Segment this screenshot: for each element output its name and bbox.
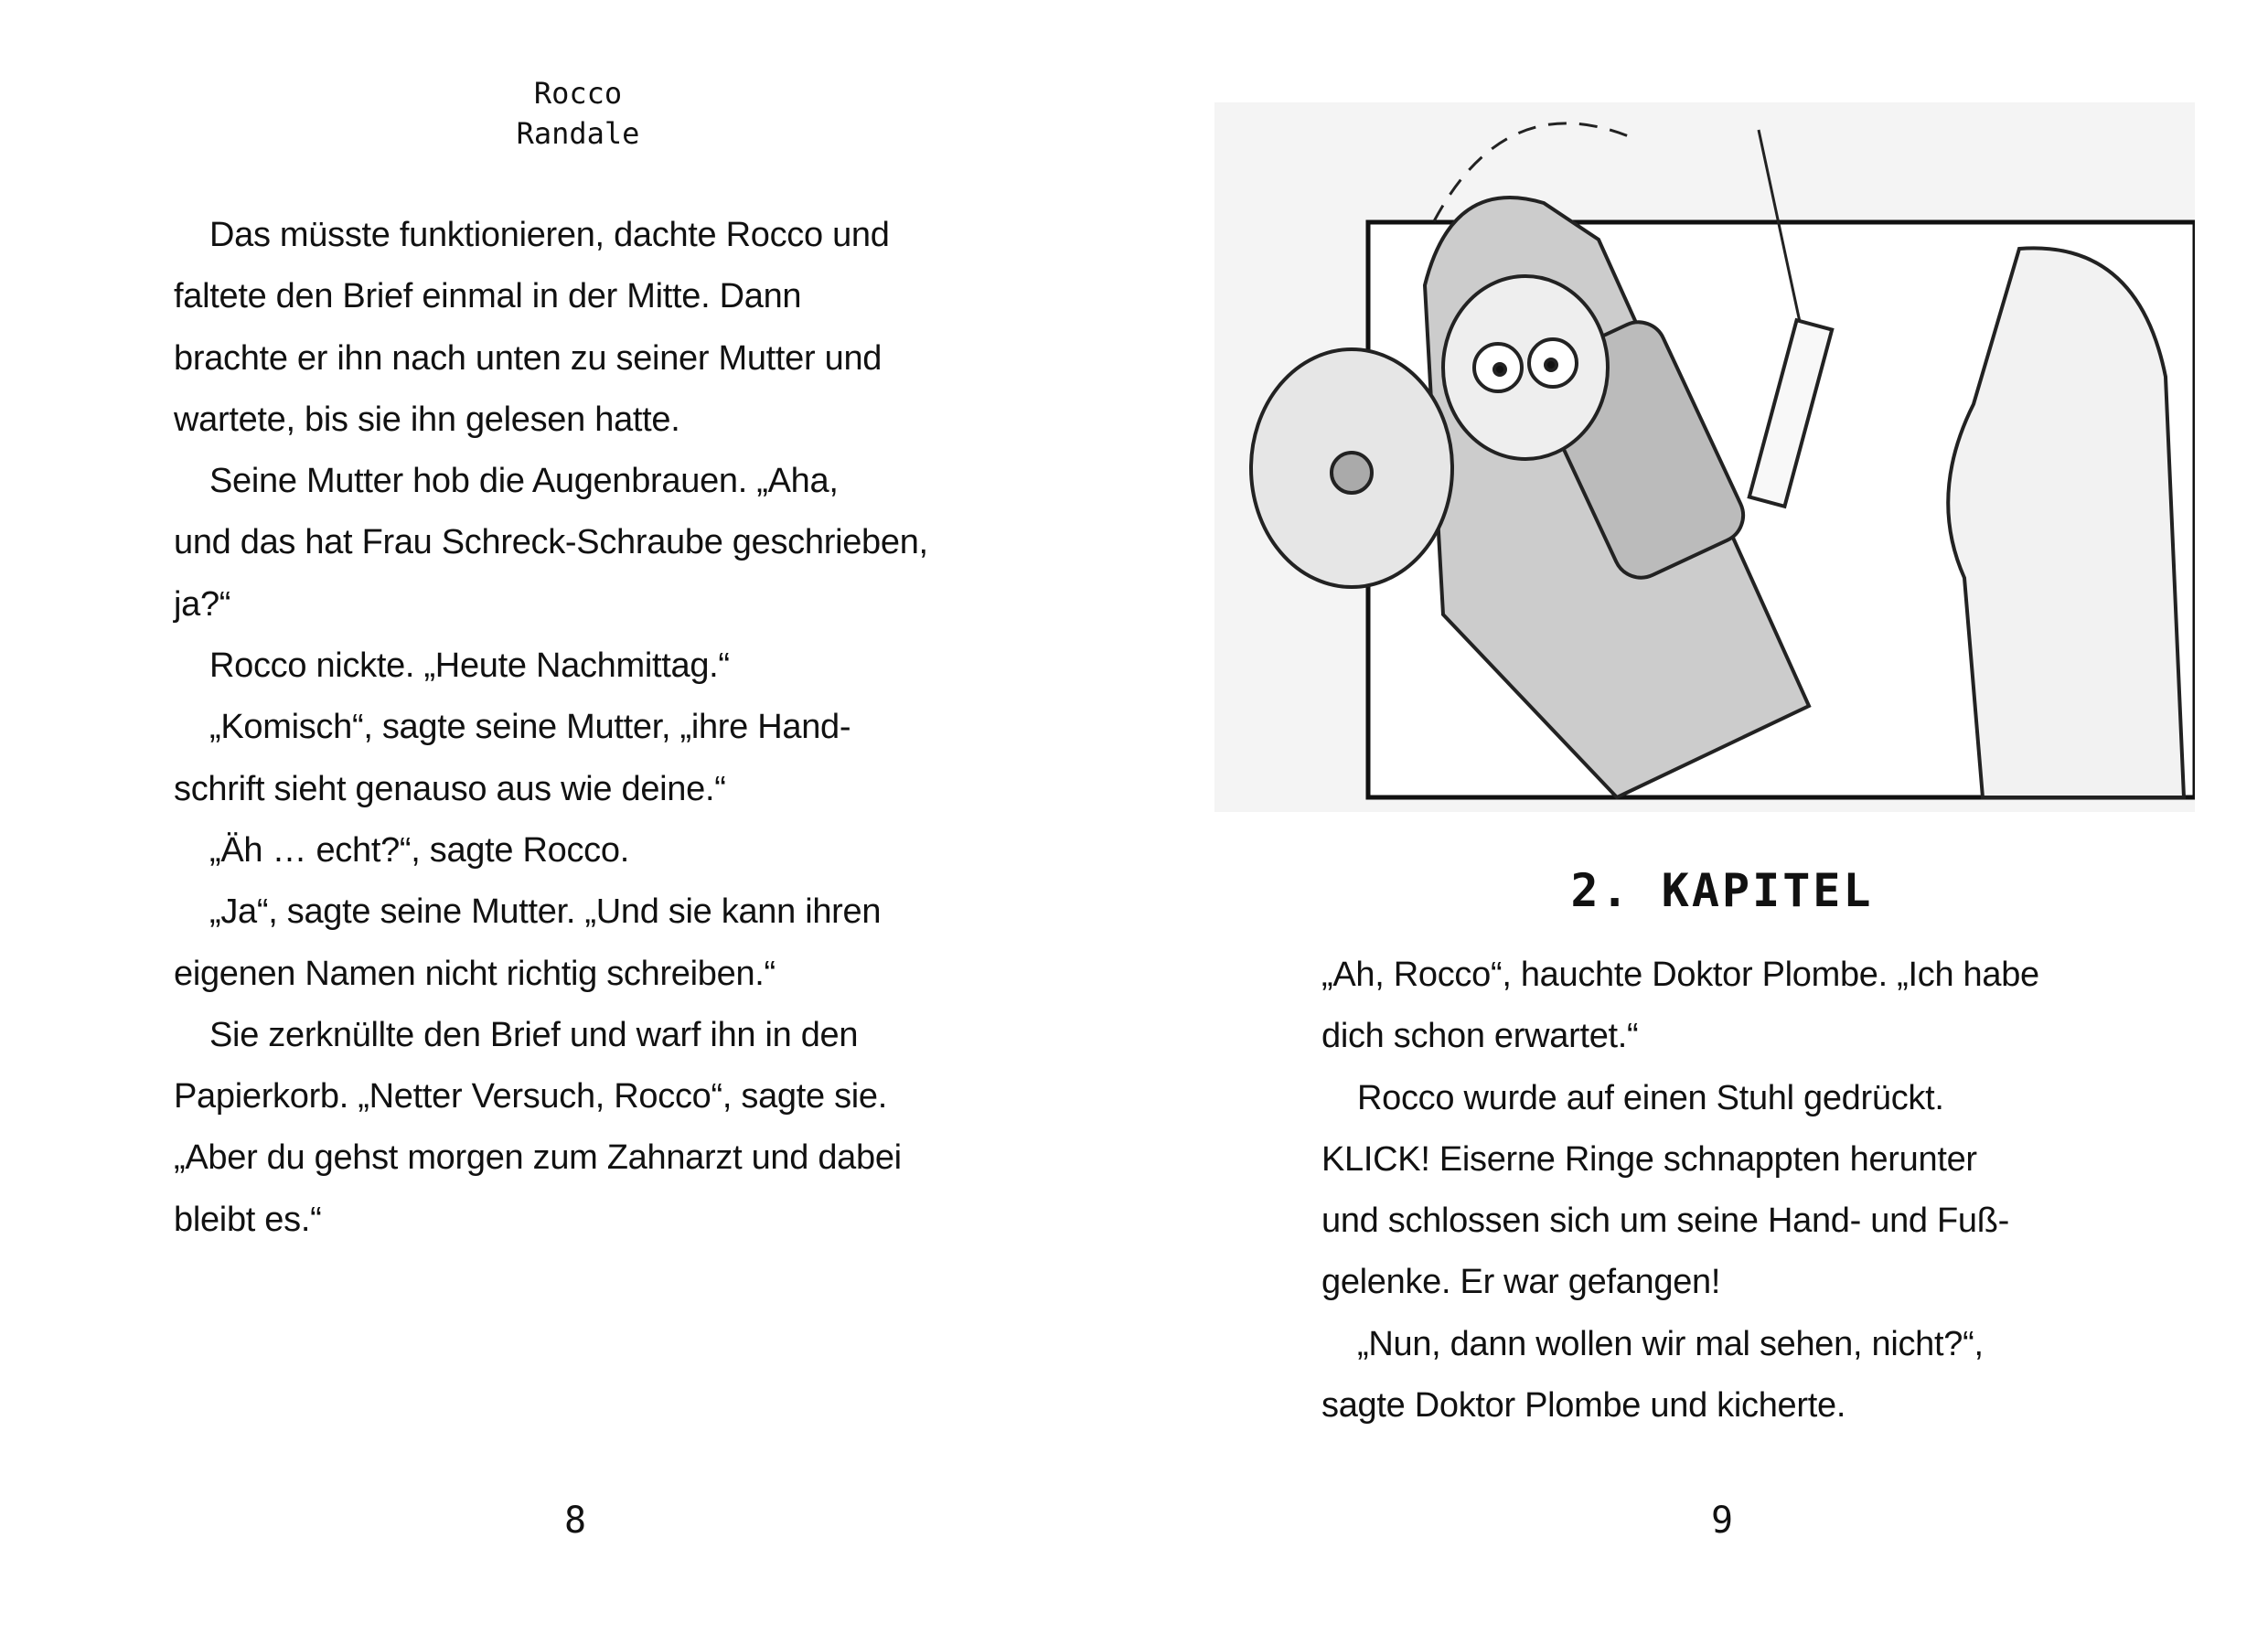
dentist-chair-drawing	[1214, 102, 2195, 812]
chapter-illustration	[1214, 102, 2195, 812]
text-line: sagte Doktor Plombe und kicherte.	[1321, 1386, 1846, 1426]
text-line: und schlossen sich um seine Hand- und Fuß-	[1321, 1202, 2010, 1241]
text-line: „Nun, dann wollen wir mal sehen, nicht?“,	[1357, 1324, 1984, 1363]
right-page-text	[1321, 945, 2039, 1437]
text-line: und das hat Frau Schreck-Schraube geschrieben,	[174, 523, 928, 562]
text-line: Papierkorb. „Netter Versuch, Rocco“, sagte sie.	[174, 1077, 888, 1116]
page-number-left: 8	[563, 1500, 587, 1542]
text-line: schrift sieht genauso aus wie deine.“	[174, 769, 726, 808]
text-line: dich schon erwartet.“	[1321, 1017, 1639, 1056]
text-line: Seine Mutter hob die Augenbrauen. „Aha,	[209, 462, 839, 501]
text-line: „Ah, Rocco“, hauchte Doktor Plombe. „Ich habe	[1321, 956, 2039, 994]
text-line: KLICK! Eiserne Ringe schnappten herunter	[1321, 1139, 1977, 1179]
running-head-line-2: Randale	[516, 116, 640, 151]
text-line: „Äh … echt?“, sagte Rocco.	[209, 830, 629, 870]
text-line: „Aber du gehst morgen zum Zahnarzt und dabei	[174, 1138, 902, 1178]
left-page-text	[174, 205, 928, 1251]
text-line: Sie zerknüllte den Brief und warf ihn in den	[209, 1015, 859, 1054]
chapter-heading: 2. KAPITEL	[1570, 864, 1874, 917]
text-line: ja?“	[174, 584, 231, 624]
text-line: Rocco wurde auf einen Stuhl gedrückt.	[1357, 1078, 1944, 1117]
text-line: Rocco nickte. „Heute Nachmittag.“	[209, 646, 730, 686]
text-line: gelenke. Er war gefangen!	[1321, 1263, 1721, 1302]
text-line: brachte er ihn nach unten zu seiner Mutter und	[174, 338, 883, 378]
running-head	[487, 73, 669, 154]
page-number-right: 9	[1710, 1500, 1734, 1542]
text-line: „Ja“, sagte seine Mutter. „Und sie kann ihren	[209, 892, 882, 932]
running-head-line-1: Rocco	[533, 76, 623, 111]
text-line: bleibt es.“	[174, 1200, 322, 1239]
text-line: „Komisch“, sagte seine Mutter, „ihre Hand-	[209, 708, 851, 747]
text-line: Das müsste funktionieren, dachte Rocco und	[209, 216, 890, 254]
text-line: eigenen Namen nicht richtig schreiben.“	[174, 954, 776, 993]
text-line: wartete, bis sie ihn gelesen hatte.	[174, 400, 680, 439]
text-line: faltete den Brief einmal in der Mitte. Dann	[174, 277, 802, 316]
